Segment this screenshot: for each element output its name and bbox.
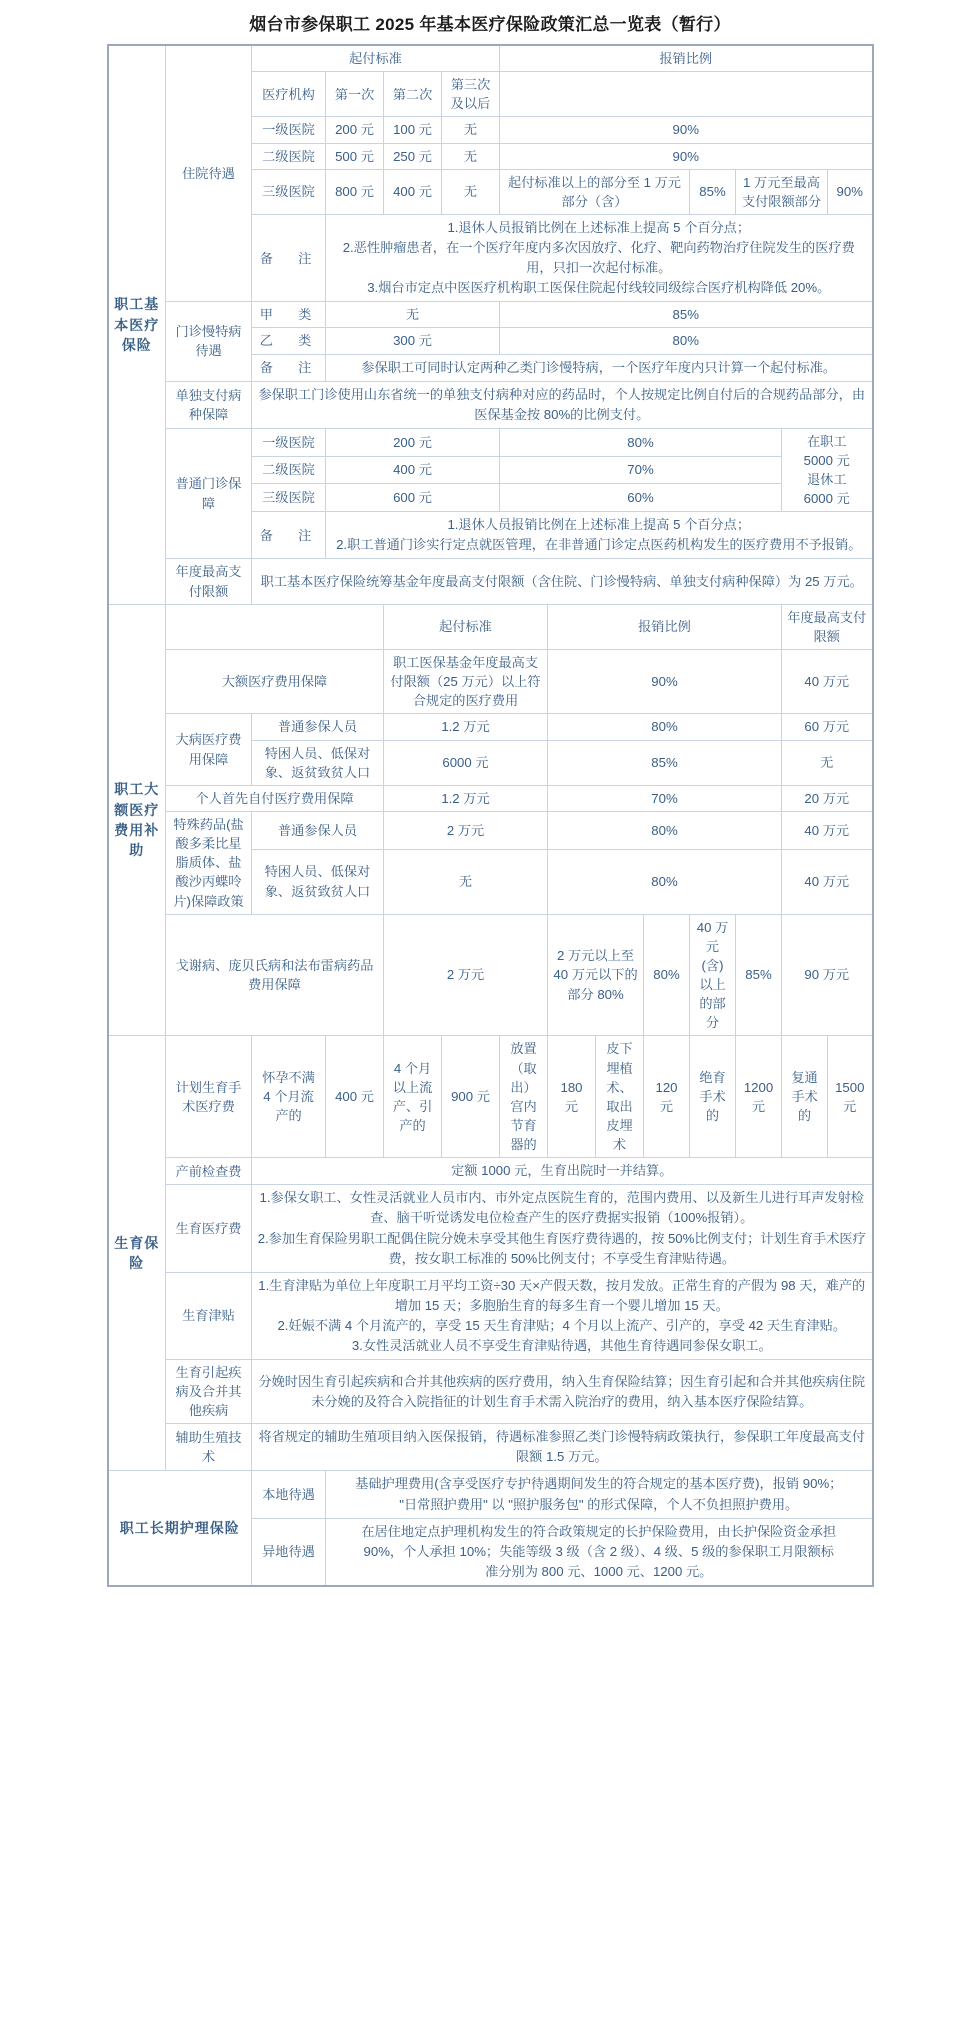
self-pay-deductible: 1.2 万元 [384,785,548,811]
table-row [108,381,873,428]
inpatient-third: 无 [442,117,500,143]
label-inpatient: 住院待遇 [166,45,252,302]
table-row [108,785,873,811]
label-remark: 备 注 [252,512,326,559]
maternity-disease-text: 分娩时因生育引起疾病和合并其他疾病的医疗费用，纳入生育保险结算；因生育引起和合并其他疾病住院未分娩的及符合入院指征的计划生育手术需入院治疗的费用，纳入基本医疗保险结算。 [252,1359,873,1423]
fp-item-name: 怀孕不满 4 个月流产的 [252,1036,326,1158]
fp-item-name: 皮下埋植术、取出皮埋术 [596,1036,644,1158]
header-deductible: 起付标准 [384,604,548,649]
label-self-pay-first: 个人首先自付医疗费用保障 [166,785,384,811]
inpatient-first: 800 元 [326,169,384,214]
special-drugs-ratio: 80% [548,811,782,849]
inpatient-remark: 1.退休人员报销比例在上述标准上提高 5 个百分点； 2.恶性肿瘤患者，在一个医疗年度内多次因放疗、化疗、靶向药物治疗住院发生的医疗费用，只扣一次起付标准。 3.烟台市定点中医医疗机构职工医保住院起付线较同级综合医疗机构降低 20%。 [326,214,873,301]
fp-item-amount: 180 元 [548,1036,596,1158]
maternity-med-text: 1.参保女职工、女性灵活就业人员市内、市外定点医院生育的，范围内费用、以及新生儿进行耳声发射检查、脑干听觉诱发电位检查产生的医疗费据实报销（100%报销）。 2.参加生育保险男职工配偶住院分娩未享受其他生育医疗费待遇的，按 50%比例支付；计划生育手术医疗费，按女职工标准的 50%比例支付；不享受生育津贴待遇。 [252,1185,873,1272]
inpatient-third: 无 [442,143,500,169]
inpatient-level: 一级医院 [252,117,326,143]
large-med-cap: 40 万元 [782,649,873,713]
table-row [108,302,873,328]
header-ratio: 报销比例 [500,45,873,72]
chronic-class-a-deductible: 无 [326,302,500,328]
section-label-maternity: 生育保险 [108,1036,166,1471]
inpatient-third: 无 [442,169,500,214]
gop-cap: 在职工 5000 元 退休工 6000 元 [782,428,873,512]
chronic-class-a-ratio: 85% [500,302,873,328]
header-institution: 医疗机构 [252,72,326,117]
section-label-large: 职工大额医疗费用补助 [108,604,166,1036]
serious-who: 普通参保人员 [252,714,384,740]
inpatient-ratio: 90% [500,117,873,143]
inpatient-first: 200 元 [326,117,384,143]
art-text: 将省规定的辅助生殖项目纳入医保报销，待遇标准参照乙类门诊慢特病政策执行，参保职工年度最高支付限额 1.5 万元。 [252,1424,873,1471]
label-separate-pay: 单独支付病种保障 [166,381,252,428]
gaucher-band2-label: 40 万元(含)以上的部分 [690,914,736,1036]
fp-item-name: 复通手术的 [782,1036,828,1158]
chronic-class-b-label: 乙 类 [252,328,326,354]
label-art: 辅助生殖技术 [166,1424,252,1471]
header-annual-cap: 年度最高支付限额 [782,604,873,649]
fp-item-amount: 1500 元 [828,1036,873,1158]
policy-table [107,44,874,1587]
table-row [108,1424,873,1471]
serious-who: 特困人员、低保对象、返贫致贫人口 [252,740,384,785]
chronic-class-a-label: 甲 类 [252,302,326,328]
serious-ratio: 85% [548,740,782,785]
fp-item-amount: 120 元 [644,1036,690,1158]
label-prenatal: 产前检查费 [166,1158,252,1185]
gop-level: 一级医院 [252,428,326,456]
inpatient-ratio: 90% [500,143,873,169]
prenatal-text: 定额 1000 元，生育出院时一并结算。 [252,1158,873,1185]
table-row [108,1158,873,1185]
special-drugs-deductible: 无 [384,849,548,914]
table-row [108,428,873,456]
label-large-med: 大额医疗费用保障 [166,649,384,713]
serious-deductible: 6000 元 [384,740,548,785]
inpatient-first: 500 元 [326,143,384,169]
page-title: 烟台市参保职工 2025 年基本医疗保险政策汇总一览表（暂行） [249,15,731,34]
table-row [108,811,873,849]
large-med-deductible: 职工医保基金年度最高支付限额（25 万元）以上符合规定的医疗费用 [384,649,548,713]
section-label-ltc: 职工长期护理保险 [108,1471,252,1586]
label-annual-max: 年度最高支付限额 [166,559,252,604]
table-row [108,1036,873,1158]
header-deductible: 起付标准 [252,45,500,72]
label-remark: 备 注 [252,354,326,381]
table-row [108,714,873,740]
table-row [108,649,873,713]
gaucher-cap: 90 万元 [782,914,873,1036]
gaucher-deductible: 2 万元 [384,914,548,1036]
label-outpatient-chronic: 门诊慢特病待遇 [166,302,252,381]
chronic-remark: 参保职工可同时认定两种乙类门诊慢特病，一个医疗年度内只计算一个起付标准。 [326,354,873,381]
gop-ratio: 60% [500,484,782,512]
label-serious-illness: 大病医疗费用保障 [166,714,252,785]
table-row [108,1471,873,1518]
fp-item-amount: 400 元 [326,1036,384,1158]
gop-deductible: 400 元 [326,456,500,484]
label-gaucher: 戈谢病、庞贝氏病和法布雷病药品费用保障 [166,914,384,1036]
label-maternity-allowance: 生育津贴 [166,1272,252,1359]
inpatient-level: 三级医院 [252,169,326,214]
inpatient-second: 400 元 [384,169,442,214]
chronic-class-b-deductible: 300 元 [326,328,500,354]
gop-remark: 1.退休人员报销比例在上述标准上提高 5 个百分点； 2.职工普通门诊实行定点就医管理，在非普通门诊定点医药机构发生的医疗费用不予报销。 [326,512,873,559]
header-first: 第一次 [326,72,384,117]
chronic-class-b-ratio: 80% [500,328,873,354]
inpatient-second: 100 元 [384,117,442,143]
table-row [108,559,873,604]
self-pay-ratio: 70% [548,785,782,811]
ltc-local-text: 基础护理费用(含享受医疗专护待遇期间发生的符合规定的基本医疗费)，报销 90%； "日常照护费用" 以 "照护服务包" 的形式保障，个人不负担照护费用。 [326,1471,873,1518]
serious-cap: 60 万元 [782,714,873,740]
gop-ratio: 70% [500,456,782,484]
label-special-drugs: 特殊药品(盐酸多柔比星脂质体、盐酸沙丙蝶呤片)保障政策 [166,811,252,914]
gop-deductible: 600 元 [326,484,500,512]
fp-item-name: 绝育手术的 [690,1036,736,1158]
table-row [108,1359,873,1423]
ltc-remote-text: 在居住地定点护理机构发生的符合政策规定的长护保险费用，由长护保险资金承担 90%，个人承担 10%；失能等级 3 级（含 2 级）、4 级、5 级的参保职工月限额标 准分别为 800 元、1000 元、1200 元。 [326,1518,873,1586]
separate-pay-text: 参保职工门诊使用山东省统一的单独支付病种对应的药品时，个人按规定比例自付后的合规药品部分，由医保基金按 80%的比例支付。 [252,381,873,428]
section-label-basic: 职工基本医疗保险 [108,45,166,604]
inpatient-band1-label: 起付标准以上的部分至 1 万元部分（含） [500,169,690,214]
gaucher-band2-ratio: 85% [736,914,782,1036]
header-ratio: 报销比例 [548,604,782,649]
inpatient-band2-label: 1 万元至最高支付限额部分 [736,169,828,214]
fp-item-amount: 1200 元 [736,1036,782,1158]
special-drugs-deductible: 2 万元 [384,811,548,849]
label-maternity-disease: 生育引起疾病及合并其他疾病 [166,1359,252,1423]
special-drugs-who: 普通参保人员 [252,811,384,849]
gaucher-band1-label: 2 万元以上至 40 万元以下的部分 80% [548,914,644,1036]
fp-item-name: 放置（取出）宫内节育器的 [500,1036,548,1158]
fp-item-amount: 900 元 [442,1036,500,1158]
label-remark: 备 注 [252,214,326,301]
inpatient-level: 二级医院 [252,143,326,169]
inpatient-band2-ratio: 90% [828,169,873,214]
serious-deductible: 1.2 万元 [384,714,548,740]
fp-item-name: 4 个月以上流产、引产的 [384,1036,442,1158]
inpatient-second: 250 元 [384,143,442,169]
special-drugs-ratio: 80% [548,849,782,914]
table-row [108,45,873,72]
annual-max-text: 职工基本医疗保险统筹基金年度最高支付限额（含住院、门诊慢特病、单独支付病种保障）为 25 万元。 [252,559,873,604]
gop-level: 二级医院 [252,456,326,484]
header-third: 第三次及以后 [442,72,500,117]
inpatient-band1-ratio: 85% [690,169,736,214]
table-row [108,1272,873,1359]
serious-cap: 无 [782,740,873,785]
gop-level: 三级医院 [252,484,326,512]
table-row [108,1185,873,1272]
special-drugs-cap: 40 万元 [782,811,873,849]
header-second: 第二次 [384,72,442,117]
label-remote-benefit: 异地待遇 [252,1518,326,1586]
label-local-benefit: 本地待遇 [252,1471,326,1518]
serious-ratio: 80% [548,714,782,740]
gop-deductible: 200 元 [326,428,500,456]
gaucher-band1-ratio: 80% [644,914,690,1036]
special-drugs-cap: 40 万元 [782,849,873,914]
table-row [108,604,873,649]
gop-ratio: 80% [500,428,782,456]
special-drugs-who: 特困人员、低保对象、返贫致贫人口 [252,849,384,914]
large-med-ratio: 90% [548,649,782,713]
maternity-allowance-text: 1.生育津贴为单位上年度职工月平均工资÷30 天×产假天数，按月发放。正常生育的产假为 98 天，难产的增加 15 天；多胞胎生育的每多生育一个婴儿增加 15 天。 2.妊娠不满 4 个月流产的，享受 15 天生育津贴；4 个月以上流产、引产的，享受 42 天生育津贴。 3.女性灵活就业人员不享受生育津贴待遇，其他生育待遇同参保女职工。 [252,1272,873,1359]
label-family-planning: 计划生育手术医疗费 [166,1036,252,1158]
label-maternity-med: 生育医疗费 [166,1185,252,1272]
self-pay-cap: 20 万元 [782,785,873,811]
label-general-outpatient: 普通门诊保障 [166,428,252,559]
